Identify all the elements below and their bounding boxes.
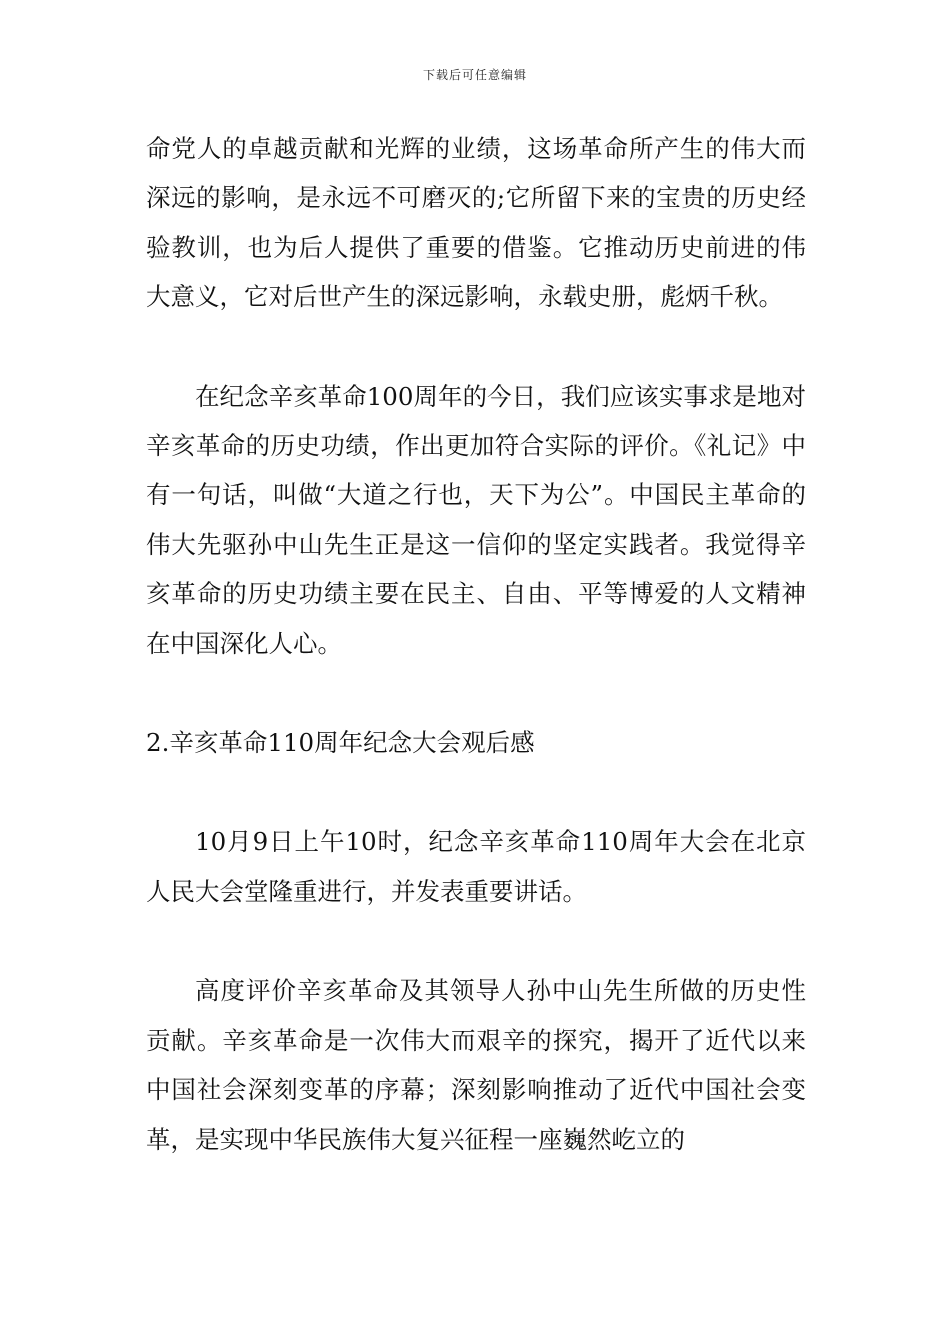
page-header: 下载后可任意编辑 xyxy=(422,68,527,82)
paragraph-gap xyxy=(146,916,806,966)
paragraph-event: 10月9日上午10时，纪念辛亥革命110周年大会在北京人民大会堂隆重进行，并发表重要讲话。 xyxy=(146,827,806,906)
paragraph-commemoration: 在纪念辛亥革命100周年的今日，我们应该实事求是地对辛亥革命的历史功绩，作出更加符合实际的评价。《礼记》中有一句话，叫做“大道之行也，天下为公”。中国民主革命的伟大先驱孙中山先生正是这一信仰的坚定实践者。我觉得辛亥革命的历史功绩主要在民主、自由、平等博爱的人文精神在中国深化人心。 xyxy=(146,381,806,658)
paragraph-gap xyxy=(146,668,806,718)
paragraph-continuation: 命党人的卓越贡献和光辉的业绩，这场革命所产生的伟大而深远的影响，是永远不可磨灭的;它所留下来的宝贵的历史经验教训，也为后人提供了重要的借鉴。它推动历史前进的伟大意义，它对后世产生的深远影响，永载史册，彪炳千秋。 xyxy=(146,134,806,312)
paragraph-evaluation: 高度评价辛亥革命及其领导人孙中山先生所做的历史性贡献。辛亥革命是一次伟大而艰辛的探究，揭开了近代以来中国社会深刻变革的序幕；深刻影响推动了近代中国社会变革，是实现中华民族伟大复兴征程一座巍然屹立的 xyxy=(146,976,806,1154)
paragraph-gap xyxy=(146,767,806,817)
section-heading: 2.辛亥革命110周年纪念大会观后感 xyxy=(146,728,535,758)
document-body xyxy=(146,124,806,1164)
paragraph-gap xyxy=(146,322,806,372)
